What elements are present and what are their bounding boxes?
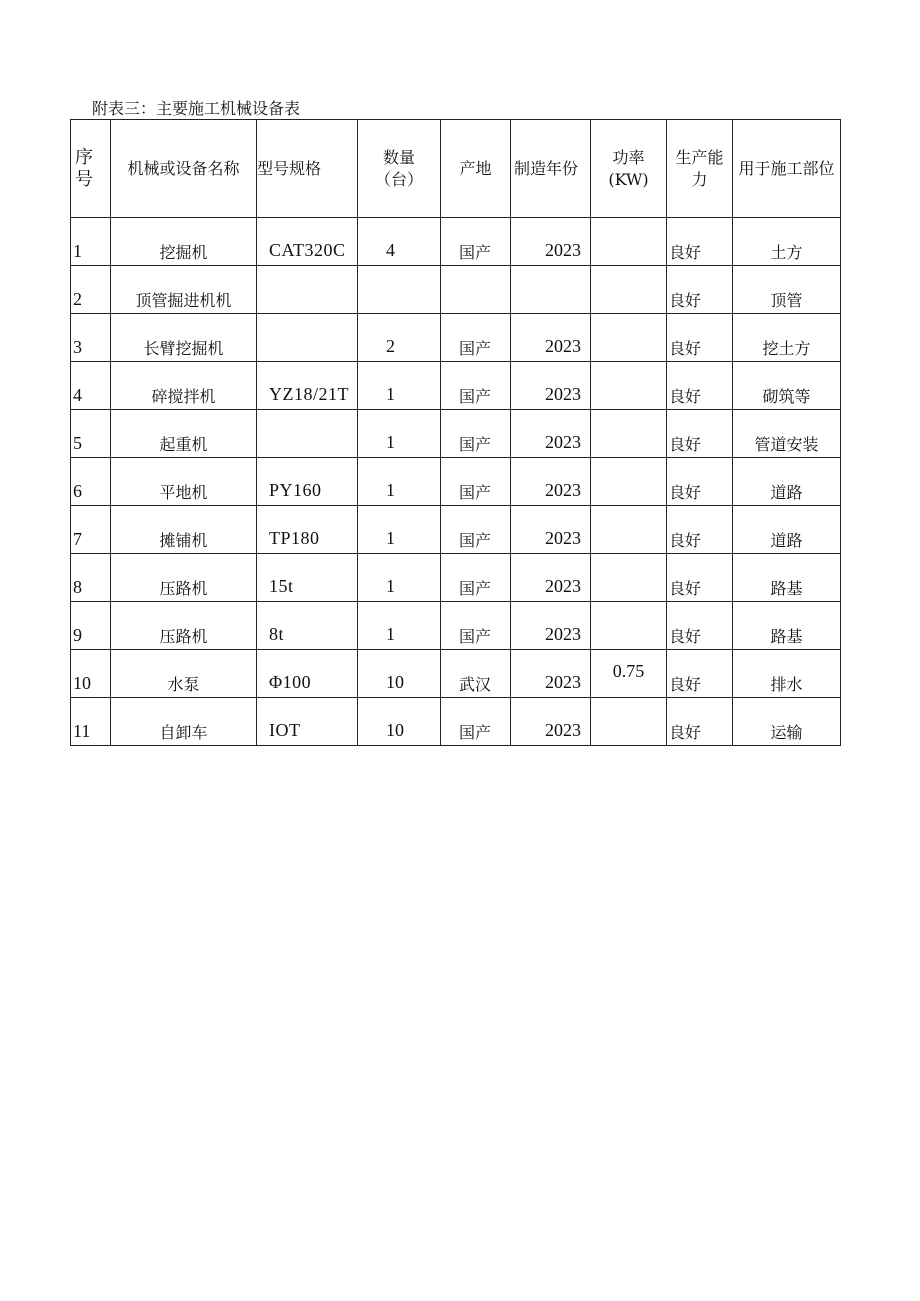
cell-name (111, 410, 257, 458)
cell-model-text: TP180 (269, 528, 320, 548)
cell-name-text: 平地机 (159, 483, 208, 502)
cell-num (71, 410, 111, 458)
cell-year-text: 2023 (545, 624, 581, 644)
cell-name (111, 554, 257, 602)
cell-year-text: 2023 (545, 384, 581, 404)
header-model: 型号规格 (257, 120, 358, 218)
header-use: 用于施工部位 (733, 120, 841, 218)
cell-capacity-text: 良好 (669, 339, 702, 358)
cell-power (591, 506, 667, 554)
cell-name-text: 顶管掘进机机 (135, 291, 232, 310)
cell-power (591, 554, 667, 602)
cell-use-text: 路基 (770, 579, 803, 598)
cell-qty-text: 1 (386, 432, 395, 452)
cell-name (111, 362, 257, 410)
cell-num-text: 5 (73, 433, 82, 453)
cell-qty-text: 1 (386, 576, 395, 596)
cell-use (733, 554, 841, 602)
cell-num-text: 11 (73, 721, 91, 741)
cell-origin-text: 国产 (459, 579, 492, 598)
cell-year (511, 266, 591, 314)
cell-year-text (511, 309, 590, 313)
cell-model (257, 650, 358, 698)
cell-capacity (667, 218, 733, 266)
cell-num (71, 650, 111, 698)
cell-capacity-text: 良好 (669, 723, 702, 742)
cell-power-text (591, 538, 666, 553)
cell-year (511, 410, 591, 458)
cell-model-text: CAT320C (269, 240, 346, 260)
cell-name (111, 266, 257, 314)
cell-power-text (591, 634, 666, 649)
cell-qty-text: 10 (386, 672, 404, 692)
table-row (71, 602, 841, 650)
header-name: 机械或设备名称 (111, 120, 257, 218)
cell-qty-text (358, 309, 440, 313)
cell-num-text: 8 (73, 577, 82, 597)
cell-name-text: 挖掘机 (159, 243, 208, 262)
cell-model (257, 218, 358, 266)
cell-num (71, 314, 111, 362)
cell-use (733, 458, 841, 506)
cell-capacity (667, 602, 733, 650)
cell-name (111, 314, 257, 362)
cell-origin (441, 314, 511, 362)
cell-num (71, 506, 111, 554)
cell-model (257, 314, 358, 362)
cell-year (511, 698, 591, 746)
cell-use (733, 506, 841, 554)
cell-year (511, 602, 591, 650)
header-year: 制造年份 (511, 120, 591, 218)
cell-year-text: 2023 (545, 672, 581, 692)
cell-model-text (257, 453, 357, 457)
cell-use (733, 314, 841, 362)
cell-capacity-text: 良好 (669, 579, 702, 598)
cell-power (591, 362, 667, 410)
cell-num-text: 6 (73, 481, 82, 501)
cell-year-text: 2023 (545, 432, 581, 452)
cell-origin-text: 国产 (459, 435, 492, 454)
cell-use-text: 砌筑等 (762, 387, 811, 406)
cell-origin-text: 国产 (459, 483, 492, 502)
cell-power (591, 602, 667, 650)
cell-num-text: 9 (73, 625, 82, 645)
table-row (71, 506, 841, 554)
cell-qty-text: 1 (386, 384, 395, 404)
table-header-row (71, 120, 841, 218)
cell-qty-text: 2 (386, 336, 395, 356)
cell-num (71, 266, 111, 314)
cell-num (71, 698, 111, 746)
cell-origin (441, 554, 511, 602)
cell-num (71, 218, 111, 266)
cell-qty (358, 314, 441, 362)
cell-model-text: IOT (269, 720, 301, 740)
cell-qty (358, 266, 441, 314)
cell-capacity (667, 458, 733, 506)
cell-use-text: 挖土方 (762, 339, 811, 358)
cell-capacity (667, 314, 733, 362)
cell-origin-text: 国产 (459, 531, 492, 550)
cell-num-text: 2 (73, 289, 82, 309)
cell-model-text (257, 357, 357, 361)
table-row (71, 458, 841, 506)
table-row (71, 650, 841, 698)
cell-origin (441, 698, 511, 746)
cell-num-text: 3 (73, 337, 82, 357)
cell-use-text: 排水 (770, 675, 803, 694)
cell-year (511, 554, 591, 602)
cell-name (111, 458, 257, 506)
cell-model (257, 698, 358, 746)
cell-capacity (667, 266, 733, 314)
cell-origin (441, 410, 511, 458)
cell-origin-text: 国产 (459, 339, 492, 358)
header-power: 功率(KW) (591, 120, 667, 218)
cell-use-text: 运输 (770, 723, 803, 742)
cell-power-text (591, 298, 666, 313)
cell-power-text (591, 250, 666, 265)
cell-power (591, 458, 667, 506)
cell-capacity (667, 410, 733, 458)
cell-power-text (591, 586, 666, 601)
cell-capacity-text: 良好 (669, 243, 702, 262)
cell-year (511, 218, 591, 266)
cell-year (511, 650, 591, 698)
cell-power (591, 314, 667, 362)
cell-use-text: 路基 (770, 627, 803, 646)
cell-qty (358, 410, 441, 458)
cell-year (511, 458, 591, 506)
cell-capacity (667, 362, 733, 410)
cell-use-text: 道路 (770, 531, 803, 550)
cell-origin (441, 650, 511, 698)
cell-model-text: PY160 (269, 480, 322, 500)
cell-power-text (591, 346, 666, 361)
cell-capacity-text: 良好 (669, 627, 702, 646)
cell-num (71, 362, 111, 410)
cell-use (733, 650, 841, 698)
cell-use-text: 顶管 (770, 291, 803, 310)
cell-name-text: 自卸车 (159, 723, 208, 742)
cell-model (257, 266, 358, 314)
cell-use-text: 道路 (770, 483, 803, 502)
header-qty: 数量（台） (358, 120, 441, 218)
cell-use-text: 管道安装 (754, 435, 819, 454)
cell-model (257, 410, 358, 458)
table-row (71, 218, 841, 266)
cell-model-text: 8t (269, 624, 285, 644)
cell-num-text: 4 (73, 385, 82, 405)
cell-num (71, 602, 111, 650)
cell-name (111, 506, 257, 554)
cell-name (111, 218, 257, 266)
cell-capacity (667, 650, 733, 698)
cell-power-text: 0.75 (612, 661, 645, 681)
cell-model-text: YZ18/21T (269, 384, 349, 404)
cell-origin (441, 602, 511, 650)
cell-capacity-text: 良好 (669, 675, 702, 694)
cell-power-text (591, 730, 666, 745)
cell-name-text: 长臂挖掘机 (143, 339, 224, 358)
cell-qty (358, 698, 441, 746)
cell-name-text: 压路机 (159, 627, 208, 646)
cell-qty-text: 10 (386, 720, 404, 740)
cell-power-text (591, 442, 666, 457)
cell-origin-text: 国产 (459, 723, 492, 742)
table-row (71, 314, 841, 362)
cell-qty (358, 362, 441, 410)
cell-capacity (667, 506, 733, 554)
cell-origin (441, 458, 511, 506)
cell-model (257, 554, 358, 602)
cell-year-text: 2023 (545, 336, 581, 356)
cell-power (591, 218, 667, 266)
cell-year (511, 314, 591, 362)
cell-use-text: 土方 (770, 243, 803, 262)
cell-origin (441, 362, 511, 410)
cell-model (257, 362, 358, 410)
cell-name (111, 602, 257, 650)
cell-capacity (667, 554, 733, 602)
cell-origin (441, 266, 511, 314)
cell-qty (358, 554, 441, 602)
cell-qty-text: 1 (386, 480, 395, 500)
cell-power-text (591, 490, 666, 505)
cell-year-text: 2023 (545, 576, 581, 596)
cell-capacity-text: 良好 (669, 291, 702, 310)
cell-model (257, 458, 358, 506)
cell-capacity-text: 良好 (669, 483, 702, 502)
cell-qty-text: 4 (386, 240, 395, 260)
cell-power (591, 698, 667, 746)
cell-year-text: 2023 (545, 480, 581, 500)
table-row (71, 554, 841, 602)
cell-qty (358, 650, 441, 698)
cell-name (111, 698, 257, 746)
table-caption: 附表三：主要施工机械设备表 (92, 99, 301, 118)
cell-capacity (667, 698, 733, 746)
cell-power-text (591, 394, 666, 409)
cell-capacity-text: 良好 (669, 435, 702, 454)
cell-model-text: Φ100 (269, 672, 312, 692)
equipment-table (70, 119, 841, 746)
cell-qty (358, 218, 441, 266)
cell-num-text: 10 (73, 673, 91, 693)
cell-year-text: 2023 (545, 240, 581, 260)
cell-num (71, 458, 111, 506)
cell-origin-text: 国产 (459, 243, 492, 262)
cell-name-text: 碎搅拌机 (151, 387, 216, 406)
cell-origin-text: 国产 (459, 627, 492, 646)
cell-name-text: 摊铺机 (159, 531, 208, 550)
cell-qty (358, 458, 441, 506)
table-row (71, 410, 841, 458)
cell-name-text: 压路机 (159, 579, 208, 598)
cell-model-text: 15t (269, 576, 294, 596)
table-row (71, 698, 841, 746)
table-row (71, 362, 841, 410)
cell-year (511, 506, 591, 554)
cell-name (111, 650, 257, 698)
cell-use (733, 698, 841, 746)
cell-year (511, 362, 591, 410)
cell-use (733, 362, 841, 410)
cell-model (257, 602, 358, 650)
cell-use (733, 266, 841, 314)
header-num: 序号 (71, 120, 111, 218)
cell-qty-text: 1 (386, 624, 395, 644)
table-row (71, 266, 841, 314)
cell-origin-text: 武汉 (459, 675, 492, 694)
header-capacity: 生产能力 (667, 120, 733, 218)
cell-qty (358, 602, 441, 650)
cell-num-text: 7 (73, 529, 82, 549)
cell-capacity-text: 良好 (669, 387, 702, 406)
cell-power (591, 650, 667, 698)
cell-power (591, 410, 667, 458)
cell-model-text (257, 309, 357, 313)
cell-year-text: 2023 (545, 528, 581, 548)
cell-name-text: 水泵 (167, 675, 200, 694)
cell-use (733, 410, 841, 458)
header-origin: 产地 (441, 120, 511, 218)
cell-model (257, 506, 358, 554)
cell-power (591, 266, 667, 314)
cell-capacity-text: 良好 (669, 531, 702, 550)
cell-name-text: 起重机 (159, 435, 208, 454)
cell-origin (441, 506, 511, 554)
cell-num (71, 554, 111, 602)
cell-origin-text: 国产 (459, 387, 492, 406)
cell-origin (441, 218, 511, 266)
cell-qty-text: 1 (386, 528, 395, 548)
cell-use (733, 602, 841, 650)
cell-year-text: 2023 (545, 720, 581, 740)
cell-qty (358, 506, 441, 554)
cell-use (733, 218, 841, 266)
cell-num-text: 1 (73, 241, 82, 261)
